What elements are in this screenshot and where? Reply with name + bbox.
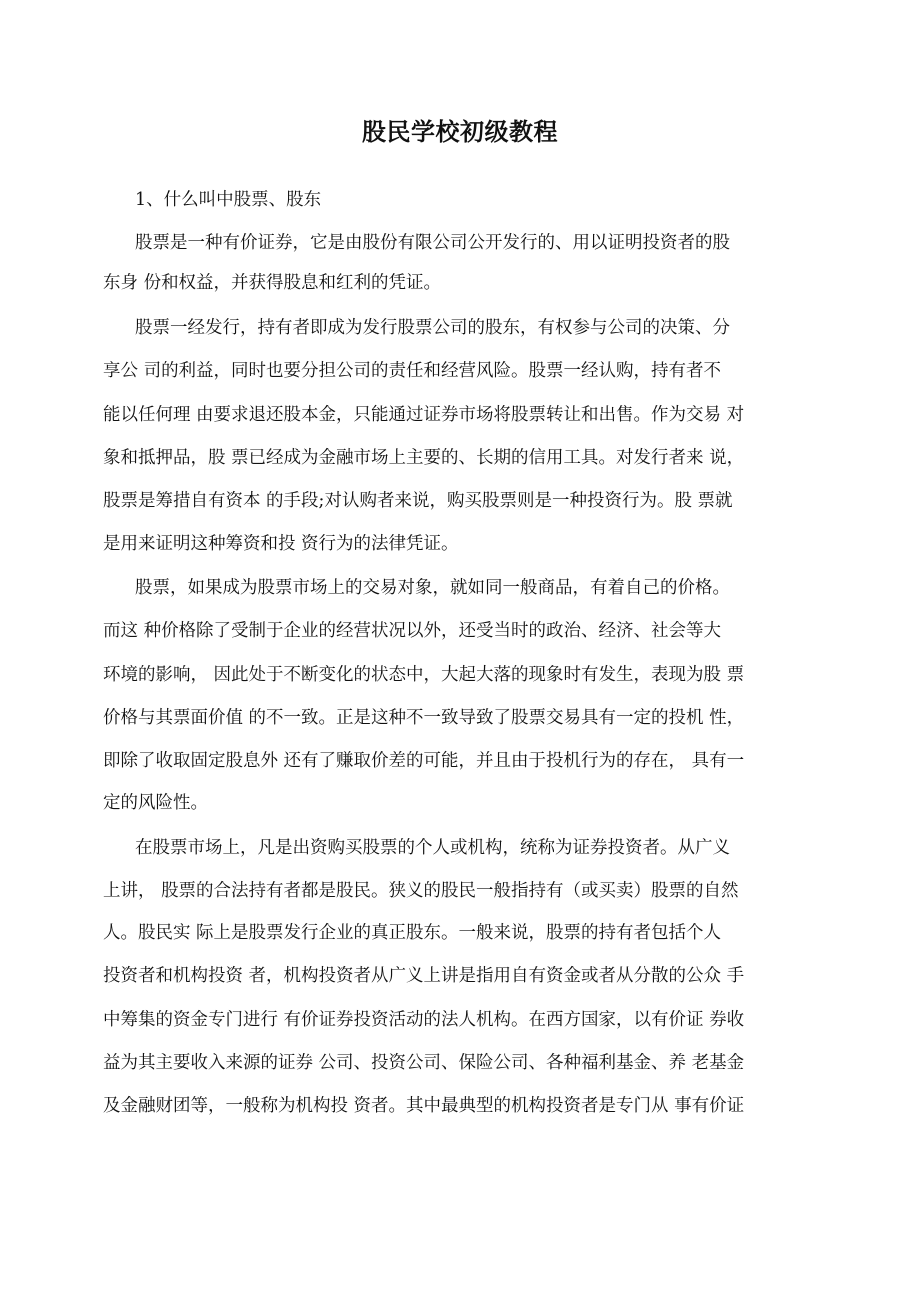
document-title: 股民学校初级教程 <box>362 117 558 146</box>
paragraph-2-line-2: 享公 司的利益，同时也要分担公司的责任和经营风险。股票一经认购，持有者不 <box>103 361 722 381</box>
paragraph-1-line-2: 东身 份和权益，并获得股息和红利的凭证。 <box>103 273 442 293</box>
paragraph-3-line-4: 价格与其票面价值 的不一致。正是这种不一致导致了股票交易具有一定的投机 性， <box>103 708 745 728</box>
paragraph-4-line-5: 中筹集的资金专门进行 有价证券投资活动的法人机构。在西方国家，以有价证 券收 <box>103 1010 745 1030</box>
paragraph-4-line-3: 人。股民实 际上是股票发行企业的真正股东。一般来说，股票的持有者包括个人 <box>103 923 722 943</box>
paragraph-2-line-6: 是用来证明这种筹资和投 资行为的法律凭证。 <box>103 534 459 554</box>
paragraph-2-line-1: 股票一经发行，持有者即成为发行股票公司的股东，有权参与公司的决策、分 <box>135 318 730 338</box>
paragraph-4-line-2: 上讲， 股票的合法持有者都是股民。狭义的股民一般指持有（或买卖）股票的自然 <box>103 881 739 901</box>
paragraph-3-line-3: 环境的影响， 因此处于不断变化的状态中，大起大落的现象时有发生，表现为股 票 <box>103 665 745 685</box>
paragraph-4-line-6: 益为其主要收入来源的证券 公司、投资公司、保险公司、各种福利基金、养 老基金 <box>103 1053 745 1073</box>
paragraph-3-line-5: 即除了收取固定股息外 还有了赚取价差的可能，并且由于投机行为的存在， 具有一 <box>103 751 745 771</box>
paragraph-2-line-5: 股票是筹措自有资本 的手段;对认购者来说，购买股票则是一种投资行为。股 票就 <box>103 491 733 511</box>
paragraph-2-line-4: 象和抵押品，股 票已经成为金融市场上主要的、长期的信用工具。对发行者来 说， <box>103 448 745 468</box>
paragraph-3-line-1: 股票，如果成为股票市场上的交易对象，就如同一般商品，有着自己的价格。 <box>135 578 730 598</box>
paragraph-4-line-4: 投资者和机构投资 者，机构投资者从广义上讲是指用自有资金或者从分散的公众 手 <box>103 966 745 986</box>
paragraph-4-line-7: 及金融财团等，一般称为机构投 资者。其中最典型的机构投资者是专门从 事有价证 <box>103 1096 745 1116</box>
paragraph-3-line-6: 定的风险性。 <box>103 793 208 813</box>
section-heading: 1、什么叫中股票、股东 <box>135 190 322 210</box>
paragraph-2-line-3: 能以任何理 由要求退还股本金，只能通过证券市场将股票转让和出售。作为交易 对 <box>103 405 745 425</box>
paragraph-3-line-2: 而这 种价格除了受制于企业的经营状况以外，还受当时的政治、经济、社会等大 <box>103 621 722 641</box>
paragraph-4-line-1: 在股票市场上，凡是出资购买股票的个人或机构，统称为证券投资者。从广义 <box>135 838 730 858</box>
paragraph-1-line-1: 股票是一种有价证券，它是由股份有限公司公开发行的、用以证明投资者的股 <box>135 233 730 253</box>
